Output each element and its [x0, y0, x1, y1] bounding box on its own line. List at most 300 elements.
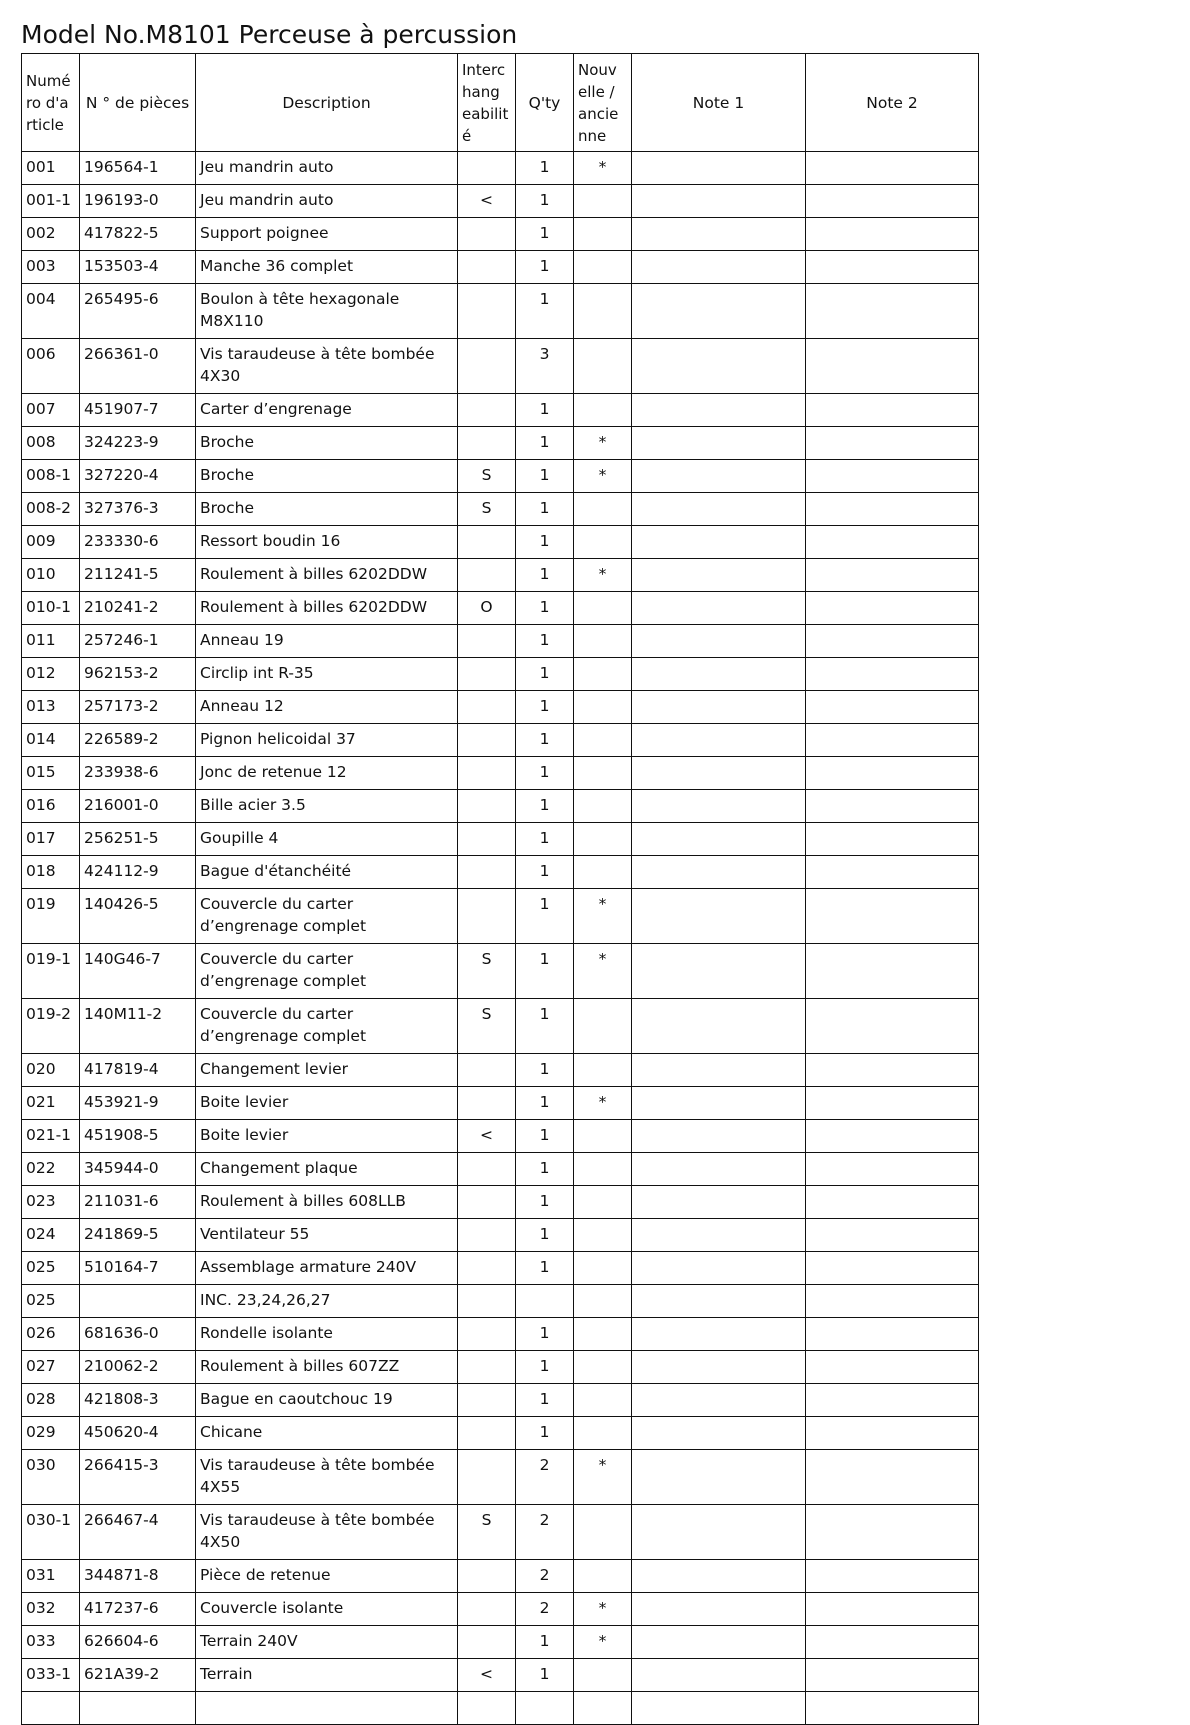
cell-note-2: [806, 658, 979, 691]
cell-part-no: 211241-5: [80, 559, 196, 592]
cell-new-old: [574, 1252, 632, 1285]
cell-part-no: 233330-6: [80, 526, 196, 559]
cell-note-2: [806, 757, 979, 790]
cell-description: Broche: [196, 460, 458, 493]
cell-new-old: [574, 724, 632, 757]
table-row: [22, 856, 979, 889]
cell-qty: 1: [516, 427, 574, 460]
cell-qty: 3: [516, 339, 574, 394]
cell-item-no: 029: [22, 1417, 80, 1450]
cell-part-no: 210241-2: [80, 592, 196, 625]
cell-qty: 1: [516, 1120, 574, 1153]
cell-note-2: [806, 1186, 979, 1219]
cell-interchangeability: [458, 394, 516, 427]
cell-qty: 1: [516, 284, 574, 339]
table-row: [22, 1318, 979, 1351]
cell-note-2: [806, 1285, 979, 1318]
cell-description: Support poignee: [196, 218, 458, 251]
cell-interchangeability: [458, 1626, 516, 1659]
cell-note-2: [806, 1318, 979, 1351]
cell-qty: 1: [516, 1626, 574, 1659]
cell-note-1: [632, 1450, 806, 1505]
cell-interchangeability: S: [458, 493, 516, 526]
cell-interchangeability: [458, 339, 516, 394]
cell-note-2: [806, 1219, 979, 1252]
page-title: Model No.M8101 Perceuse à percussion: [21, 20, 518, 49]
cell-interchangeability: [458, 1318, 516, 1351]
cell-qty: 1: [516, 856, 574, 889]
cell-qty: 1: [516, 1219, 574, 1252]
cell-qty: 2: [516, 1450, 574, 1505]
cell-description: Roulement à billes 6202DDW: [196, 559, 458, 592]
cell-interchangeability: <: [458, 185, 516, 218]
cell-note-2: [806, 218, 979, 251]
table-row: [22, 1054, 979, 1087]
cell-new-old: [574, 526, 632, 559]
cell-qty: [516, 1285, 574, 1318]
cell-part-no: [80, 1285, 196, 1318]
table-row: [22, 152, 979, 185]
cell-description: Changement levier: [196, 1054, 458, 1087]
cell-item-no: 022: [22, 1153, 80, 1186]
cell-part-no: 621A39-2: [80, 1659, 196, 1692]
cell-new-old: [574, 1351, 632, 1384]
table-row: [22, 757, 979, 790]
cell-interchangeability: [458, 1153, 516, 1186]
cell-interchangeability: [458, 251, 516, 284]
cell-new-old: [574, 1219, 632, 1252]
cell-new-old: [574, 339, 632, 394]
cell-note-2: [806, 1626, 979, 1659]
table-row: [22, 625, 979, 658]
cell-note-2: [806, 526, 979, 559]
cell-note-1: [632, 823, 806, 856]
cell-description: Bague d'étanchéité: [196, 856, 458, 889]
cell-description: Boulon à tête hexagonale M8X110: [196, 284, 458, 339]
cell-interchangeability: [458, 1417, 516, 1450]
cell-new-old: [574, 1120, 632, 1153]
cell-description: Changement plaque: [196, 1153, 458, 1186]
cell-item-no: 021: [22, 1087, 80, 1120]
cell-new-old: [574, 284, 632, 339]
cell-part-no: 451908-5: [80, 1120, 196, 1153]
cell-note-1: [632, 1384, 806, 1417]
cell-note-2: [806, 1384, 979, 1417]
cell-part-no: 241869-5: [80, 1219, 196, 1252]
cell-item-no: 009: [22, 526, 80, 559]
cell-note-2: [806, 1593, 979, 1626]
cell-interchangeability: [458, 559, 516, 592]
cell-note-2: [806, 185, 979, 218]
cell-part-no: 424112-9: [80, 856, 196, 889]
cell-new-old: *: [574, 1593, 632, 1626]
cell-qty: 1: [516, 790, 574, 823]
cell-note-2: [806, 1351, 979, 1384]
cell-part-no: [80, 1692, 196, 1725]
header-note-2: Note 2: [806, 54, 979, 152]
cell-interchangeability: [458, 1186, 516, 1219]
cell-part-no: 327220-4: [80, 460, 196, 493]
cell-note-2: [806, 152, 979, 185]
cell-item-no: 033-1: [22, 1659, 80, 1692]
cell-qty: 1: [516, 185, 574, 218]
cell-description: Boite levier: [196, 1087, 458, 1120]
table-row: [22, 658, 979, 691]
cell-part-no: 216001-0: [80, 790, 196, 823]
cell-note-1: [632, 724, 806, 757]
cell-description: INC. 23,24,26,27: [196, 1285, 458, 1318]
cell-part-no: 962153-2: [80, 658, 196, 691]
cell-description: Ressort boudin 16: [196, 526, 458, 559]
cell-item-no: 027: [22, 1351, 80, 1384]
table-row: [22, 1593, 979, 1626]
cell-new-old: [574, 658, 632, 691]
cell-new-old: [574, 1318, 632, 1351]
cell-note-1: [632, 339, 806, 394]
cell-description: [196, 1692, 458, 1725]
cell-new-old: [574, 999, 632, 1054]
cell-item-no: 030: [22, 1450, 80, 1505]
cell-new-old: *: [574, 1626, 632, 1659]
cell-description: Couvercle du carter d’engrenage complet: [196, 944, 458, 999]
cell-qty: 1: [516, 1659, 574, 1692]
cell-note-1: [632, 1087, 806, 1120]
cell-note-1: [632, 1054, 806, 1087]
cell-interchangeability: [458, 724, 516, 757]
cell-description: Jonc de retenue 12: [196, 757, 458, 790]
cell-note-2: [806, 999, 979, 1054]
cell-description: Couvercle du carter d’engrenage complet: [196, 889, 458, 944]
parts-table-body: [22, 152, 979, 1725]
cell-note-2: [806, 724, 979, 757]
cell-interchangeability: [458, 284, 516, 339]
cell-interchangeability: [458, 1252, 516, 1285]
table-row: [22, 427, 979, 460]
cell-new-old: *: [574, 460, 632, 493]
table-row: [22, 1659, 979, 1692]
cell-description: Broche: [196, 427, 458, 460]
cell-item-no: 011: [22, 625, 80, 658]
table-row: [22, 1351, 979, 1384]
cell-part-no: 233938-6: [80, 757, 196, 790]
cell-note-1: [632, 152, 806, 185]
cell-note-1: [632, 1219, 806, 1252]
cell-part-no: 417819-4: [80, 1054, 196, 1087]
cell-note-1: [632, 790, 806, 823]
cell-qty: 1: [516, 658, 574, 691]
cell-description: Roulement à billes 6202DDW: [196, 592, 458, 625]
cell-new-old: [574, 691, 632, 724]
table-row: [22, 691, 979, 724]
cell-item-no: 010-1: [22, 592, 80, 625]
cell-interchangeability: [458, 757, 516, 790]
cell-qty: 2: [516, 1593, 574, 1626]
cell-new-old: [574, 1186, 632, 1219]
cell-interchangeability: [458, 625, 516, 658]
cell-part-no: 265495-6: [80, 284, 196, 339]
cell-item-no: 014: [22, 724, 80, 757]
cell-new-old: [574, 218, 632, 251]
cell-note-1: [632, 1692, 806, 1725]
table-row: [22, 1626, 979, 1659]
cell-description: Bague en caoutchouc 19: [196, 1384, 458, 1417]
cell-note-1: [632, 1318, 806, 1351]
cell-interchangeability: [458, 427, 516, 460]
cell-note-1: [632, 856, 806, 889]
cell-part-no: 327376-3: [80, 493, 196, 526]
cell-qty: 1: [516, 1417, 574, 1450]
cell-new-old: [574, 1153, 632, 1186]
cell-note-2: [806, 1505, 979, 1560]
cell-note-1: [632, 944, 806, 999]
cell-qty: 1: [516, 625, 574, 658]
cell-item-no: 015: [22, 757, 80, 790]
cell-description: Anneau 12: [196, 691, 458, 724]
table-row: [22, 559, 979, 592]
cell-part-no: 344871-8: [80, 1560, 196, 1593]
cell-qty: 1: [516, 944, 574, 999]
cell-note-2: [806, 592, 979, 625]
cell-qty: 1: [516, 691, 574, 724]
cell-note-1: [632, 185, 806, 218]
cell-qty: 1: [516, 526, 574, 559]
table-row: [22, 823, 979, 856]
cell-note-2: [806, 790, 979, 823]
cell-interchangeability: [458, 1450, 516, 1505]
cell-part-no: 453921-9: [80, 1087, 196, 1120]
cell-part-no: 451907-7: [80, 394, 196, 427]
cell-part-no: 681636-0: [80, 1318, 196, 1351]
cell-description: Rondelle isolante: [196, 1318, 458, 1351]
cell-note-1: [632, 218, 806, 251]
cell-part-no: 266361-0: [80, 339, 196, 394]
cell-item-no: 020: [22, 1054, 80, 1087]
cell-interchangeability: [458, 526, 516, 559]
cell-part-no: 210062-2: [80, 1351, 196, 1384]
cell-description: Couvercle du carter d’engrenage complet: [196, 999, 458, 1054]
cell-new-old: *: [574, 152, 632, 185]
cell-description: Ventilateur 55: [196, 1219, 458, 1252]
cell-part-no: 140G46-7: [80, 944, 196, 999]
cell-note-2: [806, 1087, 979, 1120]
cell-new-old: *: [574, 889, 632, 944]
cell-part-no: 266415-3: [80, 1450, 196, 1505]
cell-description: Vis taraudeuse à tête bombée 4X55: [196, 1450, 458, 1505]
cell-note-2: [806, 691, 979, 724]
cell-new-old: [574, 856, 632, 889]
table-row: [22, 1153, 979, 1186]
cell-item-no: 001: [22, 152, 80, 185]
cell-qty: 1: [516, 1054, 574, 1087]
cell-note-2: [806, 889, 979, 944]
cell-qty: 1: [516, 1186, 574, 1219]
cell-description: Anneau 19: [196, 625, 458, 658]
cell-item-no: 019: [22, 889, 80, 944]
cell-note-1: [632, 1252, 806, 1285]
cell-qty: 2: [516, 1505, 574, 1560]
cell-note-1: [632, 999, 806, 1054]
cell-note-1: [632, 1120, 806, 1153]
table-header-row: [22, 54, 979, 152]
cell-item-no: 019-1: [22, 944, 80, 999]
cell-note-1: [632, 427, 806, 460]
cell-new-old: [574, 757, 632, 790]
cell-note-1: [632, 493, 806, 526]
cell-description: Circlip int R-35: [196, 658, 458, 691]
table-row: [22, 1186, 979, 1219]
cell-part-no: 196193-0: [80, 185, 196, 218]
table-row: [22, 526, 979, 559]
cell-note-1: [632, 1351, 806, 1384]
parts-table: [21, 53, 979, 1725]
cell-item-no: 004: [22, 284, 80, 339]
cell-item-no: 025: [22, 1285, 80, 1318]
cell-qty: 1: [516, 1318, 574, 1351]
cell-qty: 1: [516, 559, 574, 592]
cell-item-no: 028: [22, 1384, 80, 1417]
cell-description: Roulement à billes 608LLB: [196, 1186, 458, 1219]
cell-item-no: 008-1: [22, 460, 80, 493]
cell-description: Boite levier: [196, 1120, 458, 1153]
cell-part-no: 266467-4: [80, 1505, 196, 1560]
cell-interchangeability: S: [458, 1505, 516, 1560]
cell-new-old: [574, 493, 632, 526]
table-row: [22, 251, 979, 284]
cell-interchangeability: <: [458, 1120, 516, 1153]
cell-interchangeability: [458, 856, 516, 889]
cell-description: Terrain 240V: [196, 1626, 458, 1659]
cell-qty: 1: [516, 493, 574, 526]
cell-note-2: [806, 284, 979, 339]
cell-item-no: 006: [22, 339, 80, 394]
table-row: [22, 1120, 979, 1153]
cell-part-no: 417822-5: [80, 218, 196, 251]
cell-description: Manche 36 complet: [196, 251, 458, 284]
cell-interchangeability: [458, 658, 516, 691]
cell-note-2: [806, 427, 979, 460]
cell-item-no: 032: [22, 1593, 80, 1626]
cell-new-old: *: [574, 559, 632, 592]
cell-interchangeability: S: [458, 460, 516, 493]
table-row: [22, 460, 979, 493]
cell-item-no: 013: [22, 691, 80, 724]
cell-qty: 1: [516, 999, 574, 1054]
table-row: [22, 1692, 979, 1725]
cell-interchangeability: [458, 1219, 516, 1252]
cell-item-no: 019-2: [22, 999, 80, 1054]
table-row: [22, 1087, 979, 1120]
cell-interchangeability: <: [458, 1659, 516, 1692]
cell-new-old: *: [574, 1087, 632, 1120]
cell-note-2: [806, 493, 979, 526]
cell-part-no: 421808-3: [80, 1384, 196, 1417]
cell-qty: 1: [516, 823, 574, 856]
cell-description: Vis taraudeuse à tête bombée 4X50: [196, 1505, 458, 1560]
cell-part-no: 211031-6: [80, 1186, 196, 1219]
cell-interchangeability: [458, 1054, 516, 1087]
cell-interchangeability: O: [458, 592, 516, 625]
cell-qty: 1: [516, 757, 574, 790]
table-row: [22, 1417, 979, 1450]
cell-note-2: [806, 1120, 979, 1153]
cell-qty: 1: [516, 724, 574, 757]
cell-item-no: 012: [22, 658, 80, 691]
cell-interchangeability: [458, 152, 516, 185]
cell-qty: 1: [516, 1153, 574, 1186]
cell-item-no: 024: [22, 1219, 80, 1252]
cell-note-1: [632, 559, 806, 592]
cell-qty: 1: [516, 460, 574, 493]
cell-item-no: 016: [22, 790, 80, 823]
cell-note-1: [632, 592, 806, 625]
cell-note-1: [632, 1659, 806, 1692]
cell-item-no: 002: [22, 218, 80, 251]
cell-new-old: [574, 1054, 632, 1087]
cell-item-no: 021-1: [22, 1120, 80, 1153]
cell-item-no: 001-1: [22, 185, 80, 218]
cell-new-old: [574, 1384, 632, 1417]
cell-description: Roulement à billes 607ZZ: [196, 1351, 458, 1384]
cell-description: Jeu mandrin auto: [196, 185, 458, 218]
cell-note-1: [632, 691, 806, 724]
cell-item-no: [22, 1692, 80, 1725]
cell-qty: 1: [516, 394, 574, 427]
cell-new-old: *: [574, 427, 632, 460]
cell-note-2: [806, 1450, 979, 1505]
cell-description: Pignon helicoidal 37: [196, 724, 458, 757]
cell-description: Goupille 4: [196, 823, 458, 856]
table-row: [22, 1450, 979, 1505]
cell-interchangeability: [458, 1692, 516, 1725]
cell-interchangeability: [458, 691, 516, 724]
cell-note-2: [806, 251, 979, 284]
cell-interchangeability: [458, 1087, 516, 1120]
table-row: [22, 1219, 979, 1252]
cell-description: Terrain: [196, 1659, 458, 1692]
cell-item-no: 033: [22, 1626, 80, 1659]
cell-interchangeability: S: [458, 944, 516, 999]
cell-note-1: [632, 251, 806, 284]
header-part-no: N ° de pièces: [80, 54, 196, 152]
header-interchangeability: Interc hang eabilit é: [458, 54, 516, 152]
cell-note-1: [632, 625, 806, 658]
cell-note-1: [632, 526, 806, 559]
cell-note-2: [806, 394, 979, 427]
cell-item-no: 018: [22, 856, 80, 889]
cell-note-2: [806, 1054, 979, 1087]
table-row: [22, 493, 979, 526]
cell-new-old: *: [574, 1450, 632, 1505]
cell-note-2: [806, 1692, 979, 1725]
cell-qty: 1: [516, 218, 574, 251]
table-row: [22, 1285, 979, 1318]
cell-part-no: 450620-4: [80, 1417, 196, 1450]
table-row: [22, 889, 979, 944]
cell-part-no: 226589-2: [80, 724, 196, 757]
cell-part-no: 196564-1: [80, 152, 196, 185]
cell-note-2: [806, 1153, 979, 1186]
cell-qty: 1: [516, 1351, 574, 1384]
cell-item-no: 030-1: [22, 1505, 80, 1560]
cell-item-no: 007: [22, 394, 80, 427]
cell-description: Carter d’engrenage: [196, 394, 458, 427]
cell-part-no: 256251-5: [80, 823, 196, 856]
cell-part-no: 345944-0: [80, 1153, 196, 1186]
cell-note-2: [806, 944, 979, 999]
cell-note-2: [806, 1252, 979, 1285]
table-row: [22, 339, 979, 394]
cell-part-no: 324223-9: [80, 427, 196, 460]
